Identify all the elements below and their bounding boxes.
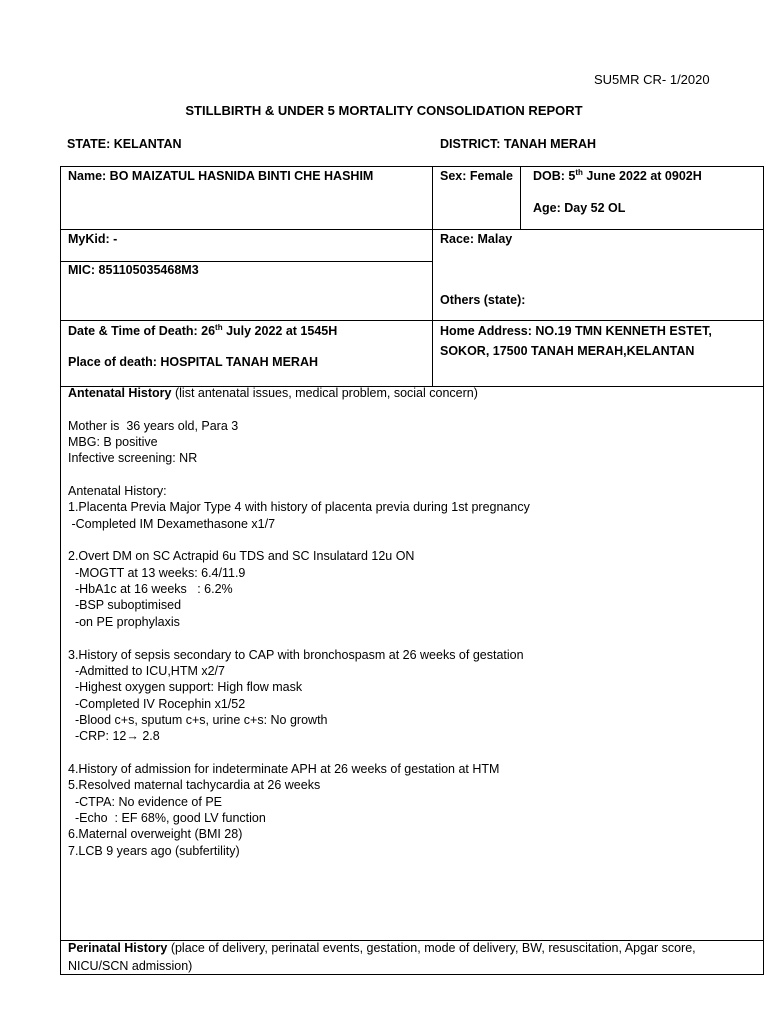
history-line: -HbA1c at 16 weeks : 6.2% bbox=[68, 582, 233, 597]
blank-line bbox=[68, 467, 758, 483]
history-line: -Completed IM Dexamethasone x1/7 bbox=[68, 516, 276, 531]
history-line: -Highest oxygen support: High flow mask bbox=[68, 680, 303, 695]
antenatal-history-section bbox=[68, 385, 758, 859]
blank-line bbox=[68, 401, 758, 417]
age-field: Age: Day 52 OL bbox=[533, 201, 626, 215]
report-form bbox=[60, 166, 764, 975]
blank-line bbox=[68, 532, 758, 548]
history-line: Mother is 36 years old, Para 3 bbox=[68, 418, 239, 433]
antenatal-history-list bbox=[68, 401, 758, 859]
history-line: -MOGTT at 13 weeks: 6.4/11.9 bbox=[68, 565, 246, 580]
mic-field: MIC: 851105035468M3 bbox=[68, 263, 199, 277]
history-line: 1.Placenta Previa Major Type 4 with history of placenta previa during 1st pregnancy bbox=[68, 500, 530, 515]
race-field: Race: Malay bbox=[440, 232, 513, 246]
perinatal-history-note: NICU/SCN admission) bbox=[68, 959, 193, 973]
district-field: DISTRICT: TANAH MERAH bbox=[440, 137, 597, 151]
grid-divider bbox=[520, 167, 521, 229]
blank-line bbox=[68, 745, 758, 761]
history-line: Antenatal History: bbox=[68, 484, 167, 499]
grid-divider bbox=[61, 229, 763, 230]
death-datetime-field: Date & Time of Death: 26th July 2022 at 1545H bbox=[68, 322, 338, 338]
home-address-line-2: SOKOR, 17500 TANAH MERAH,KELANTAN bbox=[440, 344, 695, 358]
history-line: 5.Resolved maternal tachycardia at 26 weeks bbox=[68, 778, 321, 793]
mykid-field: MyKid: - bbox=[68, 232, 118, 246]
history-line: -Echo : EF 68%, good LV function bbox=[68, 810, 266, 825]
grid-divider bbox=[61, 261, 432, 262]
perinatal-history-heading: Perinatal History (place of delivery, perinatal events, gestation, mode of delivery, BW, resuscitation, Apgar score, bbox=[68, 941, 696, 955]
state-field: STATE: KELANTAN bbox=[67, 137, 182, 151]
history-line: 4.History of admission for indeterminate APH at 26 weeks of gestation at HTM bbox=[68, 761, 500, 776]
history-line: -on PE prophylaxis bbox=[68, 614, 180, 629]
antenatal-history-heading: Antenatal History (list antenatal issues, medical problem, social concern) bbox=[68, 386, 478, 400]
grid-divider bbox=[432, 167, 433, 386]
history-line: 3.History of sepsis secondary to CAP with bronchospasm at 26 weeks of gestation bbox=[68, 647, 524, 662]
history-line: 7.LCB 9 years ago (subfertility) bbox=[68, 843, 240, 858]
place-of-death-field: Place of death: HOSPITAL TANAH MERAH bbox=[68, 355, 319, 369]
history-line: -Admitted to ICU,HTM x2/7 bbox=[68, 663, 225, 678]
history-line: Infective screening: NR bbox=[68, 451, 198, 466]
report-title: STILLBIRTH & UNDER 5 MORTALITY CONSOLIDATION REPORT bbox=[185, 103, 583, 118]
sex-field: Sex: Female bbox=[440, 169, 513, 183]
form-code: SU5MR CR- 1/2020 bbox=[594, 72, 710, 87]
history-line: -Blood c+s, sputum c+s, urine c+s: No growth bbox=[68, 712, 328, 727]
history-line: 2.Overt DM on SC Actrapid 6u TDS and SC Insulatard 12u ON bbox=[68, 549, 415, 564]
grid-divider bbox=[61, 320, 763, 321]
dob-field: DOB: 5th June 2022 at 0902H bbox=[533, 167, 702, 183]
history-line: -CTPA: No evidence of PE bbox=[68, 794, 222, 809]
history-line: -Completed IV Rocephin x1/52 bbox=[68, 696, 246, 711]
history-line: -CRP: 12→ 2.8 bbox=[68, 729, 160, 744]
home-address-line-1: Home Address: NO.19 TMN KENNETH ESTET, bbox=[440, 324, 712, 338]
name-field: Name: BO MAIZATUL HASNIDA BINTI CHE HASHIM bbox=[68, 169, 374, 183]
history-line: 6.Maternal overweight (BMI 28) bbox=[68, 827, 243, 842]
history-line: MBG: B positive bbox=[68, 435, 158, 450]
history-line: -BSP suboptimised bbox=[68, 598, 182, 613]
others-field: Others (state): bbox=[440, 293, 526, 307]
blank-line bbox=[68, 630, 758, 646]
